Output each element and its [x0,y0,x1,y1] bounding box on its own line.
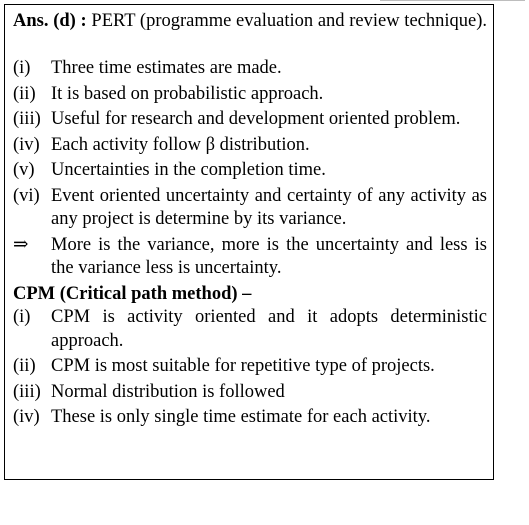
pert-item-implication [13,234,487,281]
item-marker: (v) [13,160,35,180]
pert-intro [13,10,487,57]
item-marker: (ii) [13,83,36,104]
item-marker: (iii) [13,109,41,129]
cpm-item [13,355,487,379]
cpm-item [13,381,487,405]
pert-item [13,108,487,132]
pert-item [13,185,487,232]
item-text: CPM is activity oriented and it adopts deterministic approach. [51,307,487,351]
answer-label: Ans. (d) : [13,11,87,31]
cpm-item [13,306,487,353]
cpm-heading-text: CPM (Critical path method) – [13,283,252,304]
item-text: Each activity follow β distribution. [51,134,310,155]
item-marker: (iv) [13,407,40,427]
pert-item [13,159,487,183]
item-text: Event oriented uncertainty and certainty of any activity as any project is determine by its variance. [51,185,487,229]
item-text: It is based on probabilistic approach. [51,83,324,104]
item-marker: (ii) [13,356,36,376]
item-text: Normal distribution is followed [51,381,285,402]
answer-box [4,4,494,480]
top-border-fragment [380,0,525,1]
item-text: Three time estimates are made. [51,58,282,78]
item-text: More is the variance, more is the uncertainty and less is the variance less is uncertainty. [51,234,487,278]
pert-item [13,134,487,158]
item-text: These is only single time estimate for each activity. [51,407,431,427]
item-text: CPM is most suitable for repetitive type of projects. [51,356,435,376]
item-marker: (iv) [13,134,40,155]
item-marker: (vi) [13,185,40,206]
cpm-item [13,406,487,430]
item-marker: (i) [13,58,31,78]
pert-item [13,83,487,107]
item-text: Useful for research and development oriented problem. [51,109,461,129]
item-text: Uncertainties in the completion time. [51,160,326,180]
item-marker: (i) [13,307,31,327]
implies-arrow-icon: ⇒ [13,234,29,255]
pert-item [13,57,487,81]
pert-title: PERT (programme evaluation and review technique). [91,11,488,31]
answer-content [13,10,487,430]
item-marker: (iii) [13,381,41,402]
cpm-heading [13,283,487,307]
